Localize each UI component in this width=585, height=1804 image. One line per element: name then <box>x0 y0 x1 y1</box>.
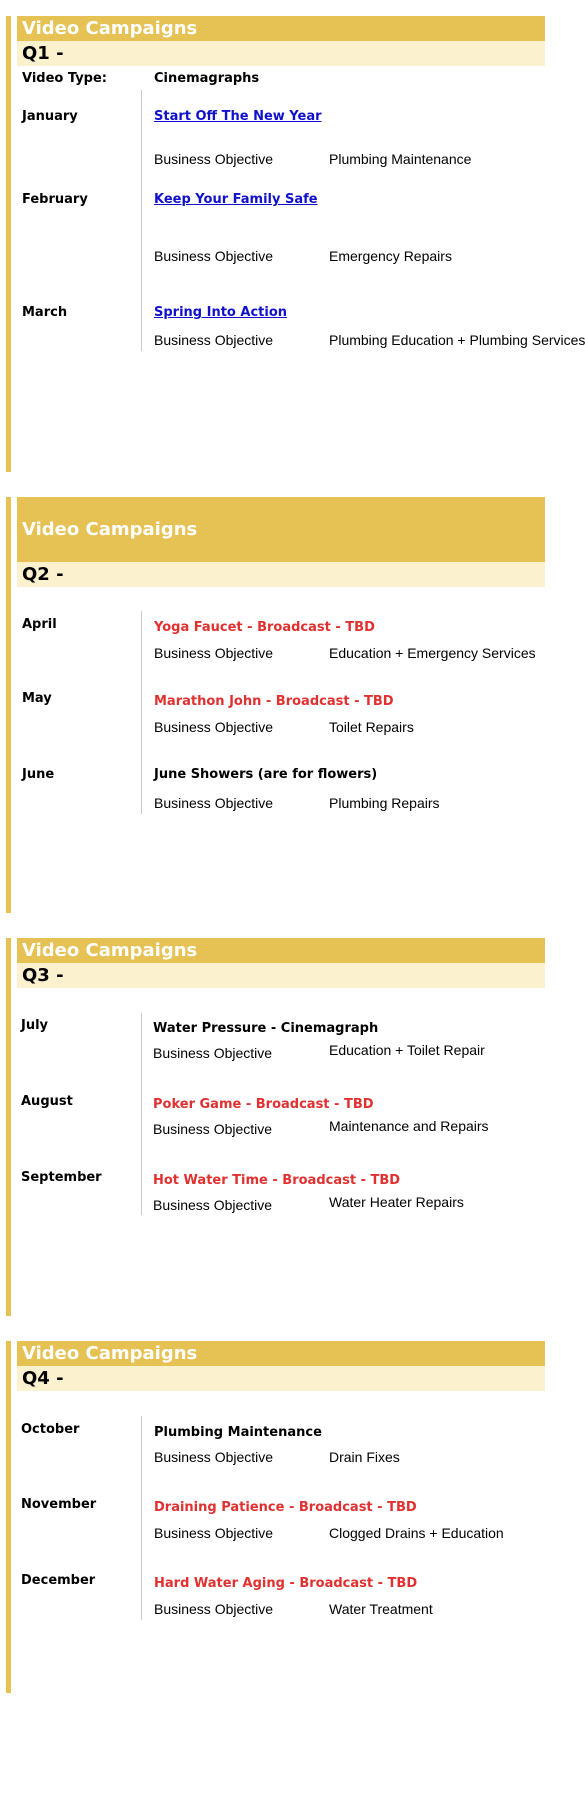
business-objective-value: Education + Toilet Repair <box>329 1042 485 1058</box>
campaign-title: Water Pressure - Cinemagraph <box>153 1021 379 1036</box>
business-objective-label: Business Objective <box>153 1045 273 1061</box>
business-objective-value: Maintenance and Repairs <box>329 1118 489 1134</box>
month-label: December <box>21 1573 96 1588</box>
campaign-title: Hot Water Time - Broadcast - TBD <box>153 1173 401 1188</box>
month-label: November <box>21 1497 97 1512</box>
business-objective-value: Plumbing Maintenance <box>329 151 472 167</box>
campaign-title: Marathon John - Broadcast - TBD <box>154 694 394 709</box>
q2-section-header: Video Campaigns <box>17 497 545 562</box>
business-objective-value: Water Treatment <box>329 1601 433 1617</box>
video-type-label: Video Type: <box>22 71 107 86</box>
q2-quarter-label: Q2 - <box>17 562 545 587</box>
business-objective-label: Business Objective <box>154 795 274 811</box>
business-objective-value: Water Heater Repairs <box>329 1194 464 1210</box>
business-objective-value: Education + Emergency Services <box>329 645 536 661</box>
q4-section-header: Video Campaigns <box>17 1341 545 1366</box>
month-label: March <box>22 305 68 320</box>
q4-accent-bar <box>6 1341 11 1693</box>
q4-timeline-line <box>141 1416 142 1620</box>
q3-accent-bar <box>6 938 11 1316</box>
business-objective-label: Business Objective <box>153 1197 273 1213</box>
business-objective-label: Business Objective <box>154 645 274 661</box>
campaign-title: Poker Game - Broadcast - TBD <box>153 1097 374 1112</box>
q2-timeline-line <box>141 611 142 814</box>
campaign-title: Yoga Faucet - Broadcast - TBD <box>154 620 375 635</box>
q3-timeline-line <box>141 1013 142 1215</box>
business-objective-label: Business Objective <box>153 1121 273 1137</box>
month-label: September <box>21 1170 102 1185</box>
business-objective-label: Business Objective <box>154 332 274 348</box>
business-objective-label: Business Objective <box>154 719 274 735</box>
campaign-title: Draining Patience - Broadcast - TBD <box>154 1500 417 1515</box>
q1-timeline-line <box>141 90 142 351</box>
video-type-value: Cinemagraphs <box>154 71 260 86</box>
month-label: June <box>22 767 55 782</box>
campaign-link[interactable]: Spring Into Action <box>154 305 288 320</box>
month-label: August <box>21 1094 73 1109</box>
business-objective-value: Toilet Repairs <box>329 719 414 735</box>
campaign-link[interactable]: Keep Your Family Safe <box>154 192 318 207</box>
business-objective-label: Business Objective <box>154 1449 274 1465</box>
business-objective-label: Business Objective <box>154 1601 274 1617</box>
month-label: October <box>21 1422 80 1437</box>
business-objective-value: Plumbing Repairs <box>329 795 440 811</box>
campaign-link[interactable]: Start Off The New Year <box>154 109 322 124</box>
month-label: February <box>22 192 88 207</box>
campaign-title: June Showers (are for flowers) <box>154 767 378 782</box>
business-objective-label: Business Objective <box>154 1525 274 1541</box>
campaign-title: Hard Water Aging - Broadcast - TBD <box>154 1576 418 1591</box>
business-objective-value: Emergency Repairs <box>329 248 452 264</box>
business-objective-value: Clogged Drains + Education <box>329 1525 504 1541</box>
q3-section-header: Video Campaigns <box>17 938 545 963</box>
campaign-title: Plumbing Maintenance <box>154 1425 322 1440</box>
q2-accent-bar <box>6 497 11 913</box>
month-label: May <box>22 691 52 706</box>
q1-accent-bar <box>6 16 11 472</box>
q1-quarter-label: Q1 - <box>17 41 545 66</box>
business-objective-label: Business Objective <box>154 248 274 264</box>
month-label: April <box>22 617 57 632</box>
q3-quarter-label: Q3 - <box>17 963 545 988</box>
q4-quarter-label: Q4 - <box>17 1366 545 1391</box>
business-objective-value: Plumbing Education + Plumbing Services <box>329 332 585 348</box>
business-objective-value: Drain Fixes <box>329 1449 400 1465</box>
month-label: July <box>21 1018 49 1033</box>
month-label: January <box>22 109 78 124</box>
business-objective-label: Business Objective <box>154 151 274 167</box>
q1-section-header: Video Campaigns <box>17 16 545 41</box>
